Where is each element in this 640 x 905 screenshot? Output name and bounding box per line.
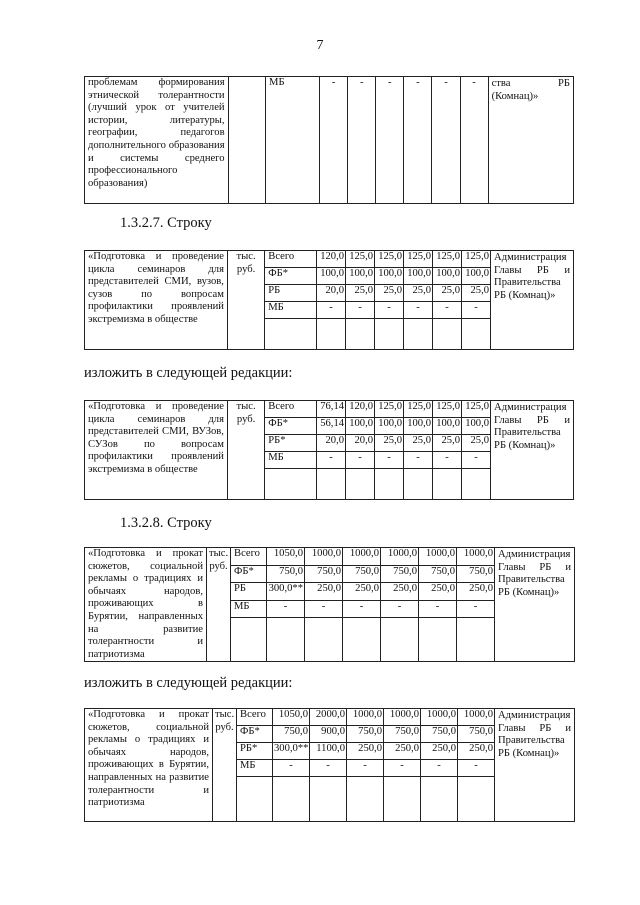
activity-description: «Подготовка и проведение цикла семинаров для представителей СМИ, ВУЗов, СУЗов по вопросам профилактики проявлений экстремизма в обществе — [85, 401, 228, 500]
value-cell: 100,0 — [462, 418, 491, 435]
responsible-cell: Администрация Главы РБ и Правительства РБ (Комнац)» — [491, 401, 574, 500]
funding-source-label: Всего — [265, 251, 317, 268]
value-cell: 100,0 — [375, 268, 404, 285]
value-cell: - — [404, 77, 432, 204]
value-cell: - — [348, 77, 376, 204]
value-cell: 1000,0 — [305, 548, 343, 566]
responsible-cell: ства РБ (Комнац)» — [488, 77, 573, 204]
empty-cell — [433, 469, 462, 500]
value-cell: 750,0 — [458, 726, 495, 743]
empty-cell — [346, 319, 375, 350]
value-cell: 120,0 — [346, 401, 375, 418]
empty-cell — [404, 469, 433, 500]
value-cell: 100,0 — [462, 268, 491, 285]
funding-source-label: ФБ* — [231, 565, 267, 583]
unit-cell: тыс. руб. — [227, 251, 264, 350]
value-cell: 25,0 — [375, 285, 404, 302]
value-cell: - — [460, 77, 488, 204]
empty-cell — [237, 777, 273, 822]
responsible-cell: Администрация Главы РБ и Правительства РБ (Комнац)» — [495, 548, 575, 662]
value-cell: 125,0 — [375, 401, 404, 418]
section-heading: изложить в следующей редакции: — [84, 675, 293, 691]
value-cell: - — [346, 302, 375, 319]
value-cell: - — [343, 600, 381, 618]
value-cell: 1050,0 — [267, 548, 305, 566]
funding-source-label: МБ — [237, 760, 273, 777]
value-cell: - — [419, 600, 457, 618]
funding-source-label: МБ — [231, 600, 267, 618]
empty-cell — [267, 618, 305, 662]
value-cell: 25,0 — [404, 285, 433, 302]
empty-cell — [419, 618, 457, 662]
value-cell: 250,0 — [419, 583, 457, 601]
page-number: 7 — [316, 38, 324, 53]
value-cell: - — [317, 302, 346, 319]
unit-cell: тыс. руб. — [213, 709, 237, 822]
activity-description: «Подготовка и проведение цикла семинаров для представителей СМИ, вузов, сузов по вопросам профилактики проявлений экстремизма в обществе — [85, 251, 228, 350]
funding-source-label: МБ — [266, 77, 320, 204]
empty-cell — [305, 618, 343, 662]
funding-source-label: Всего — [265, 401, 317, 418]
value-cell: - — [376, 77, 404, 204]
value-cell: - — [381, 600, 419, 618]
value-cell: - — [375, 452, 404, 469]
table-new-1-3-2-8 — [84, 708, 575, 822]
value-cell: 25,0 — [462, 285, 491, 302]
value-cell: 100,0 — [433, 268, 462, 285]
value-cell: 1000,0 — [421, 709, 458, 726]
empty-cell — [433, 319, 462, 350]
value-cell: 250,0 — [384, 743, 421, 760]
table-continuation — [84, 76, 574, 204]
value-cell: 1050,0 — [273, 709, 310, 726]
value-cell: 1100,0 — [310, 743, 347, 760]
value-cell: - — [457, 600, 495, 618]
value-cell: 76,14 — [317, 401, 346, 418]
value-cell: - — [267, 600, 305, 618]
value-cell: - — [462, 302, 491, 319]
value-cell: 25,0 — [462, 435, 491, 452]
empty-cell — [458, 777, 495, 822]
empty-cell — [310, 777, 347, 822]
empty-cell — [457, 618, 495, 662]
funding-source-label: РБ* — [265, 435, 317, 452]
empty-cell — [462, 469, 491, 500]
value-cell: 1000,0 — [384, 709, 421, 726]
value-cell: 750,0 — [384, 726, 421, 743]
funding-source-label: Всего — [231, 548, 267, 566]
value-cell: - — [404, 302, 433, 319]
value-cell: - — [346, 452, 375, 469]
table-old-1-3-2-7 — [84, 250, 574, 350]
value-cell: 25,0 — [375, 435, 404, 452]
value-cell: - — [458, 760, 495, 777]
value-cell: 120,0 — [317, 251, 346, 268]
value-cell: - — [433, 302, 462, 319]
value-cell: 750,0 — [457, 565, 495, 583]
value-cell: 250,0 — [347, 743, 384, 760]
value-cell: 125,0 — [346, 251, 375, 268]
value-cell: 250,0 — [305, 583, 343, 601]
value-cell: - — [433, 452, 462, 469]
value-cell: - — [310, 760, 347, 777]
value-cell: 750,0 — [347, 726, 384, 743]
empty-cell — [317, 469, 346, 500]
value-cell: 250,0 — [421, 743, 458, 760]
value-cell: 125,0 — [462, 251, 491, 268]
value-cell: 100,0 — [317, 268, 346, 285]
empty-cell — [381, 618, 419, 662]
value-cell: - — [384, 760, 421, 777]
value-cell: 25,0 — [433, 435, 462, 452]
value-cell: 250,0 — [343, 583, 381, 601]
empty-cell — [347, 777, 384, 822]
section-heading: изложить в следующей редакции: — [84, 365, 293, 381]
value-cell: - — [273, 760, 310, 777]
value-cell: 56,14 — [317, 418, 346, 435]
responsible-cell: Администрация Главы РБ и Правительства РБ (Комнац)» — [495, 709, 575, 822]
value-cell: 1000,0 — [347, 709, 384, 726]
value-cell: 20,0 — [317, 285, 346, 302]
value-cell: - — [305, 600, 343, 618]
funding-source-label: МБ — [265, 302, 317, 319]
value-cell: 750,0 — [343, 565, 381, 583]
value-cell: - — [375, 302, 404, 319]
activity-description: «Подготовка и прокат сюжетов, социальной рекламы о традициях и обычаях народов, проживающих в Бурятии, направленных на развитие толерантности и патриотизма — [85, 548, 207, 662]
value-cell: - — [317, 452, 346, 469]
value-cell: 25,0 — [346, 285, 375, 302]
value-cell: 750,0 — [267, 565, 305, 583]
value-cell: 25,0 — [433, 285, 462, 302]
value-cell: 250,0 — [457, 583, 495, 601]
table-old-1-3-2-8 — [84, 547, 575, 662]
value-cell: 100,0 — [375, 418, 404, 435]
value-cell: 300,0** — [267, 583, 305, 601]
empty-cell — [317, 319, 346, 350]
value-cell: 1000,0 — [457, 548, 495, 566]
empty-cell — [421, 777, 458, 822]
value-cell: 2000,0 — [310, 709, 347, 726]
unit-cell: тыс. руб. — [207, 548, 231, 662]
activity-description: проблемам формирования этнической толерантности (лучший урок от учителей истории, литературы, географии, педагогов дополнительного образования и системы среднего профессионального образования) — [85, 77, 229, 204]
value-cell: 750,0 — [421, 726, 458, 743]
section-heading: 1.3.2.8. Строку — [120, 515, 212, 531]
value-cell: 20,0 — [346, 435, 375, 452]
value-cell: 125,0 — [462, 401, 491, 418]
empty-cell — [404, 319, 433, 350]
unit-cell: тыс. руб. — [227, 401, 264, 500]
value-cell: 1000,0 — [419, 548, 457, 566]
value-cell: 100,0 — [433, 418, 462, 435]
value-cell: 125,0 — [433, 251, 462, 268]
value-cell: 100,0 — [346, 418, 375, 435]
funding-source-label: РБ* — [237, 743, 273, 760]
value-cell: 1000,0 — [458, 709, 495, 726]
empty-cell — [384, 777, 421, 822]
empty-cell — [343, 618, 381, 662]
empty-cell — [231, 618, 267, 662]
empty-cell — [346, 469, 375, 500]
funding-source-label: РБ — [231, 583, 267, 601]
activity-description: «Подготовка и прокат сюжетов, социальной рекламы о традициях и обычаях народов, проживающих в Бурятии, направленных на развитие толерантности и патриотизма — [85, 709, 213, 822]
value-cell: - — [347, 760, 384, 777]
empty-cell — [265, 319, 317, 350]
value-cell: 300,0** — [273, 743, 310, 760]
value-cell: 125,0 — [433, 401, 462, 418]
value-cell: 125,0 — [375, 251, 404, 268]
responsible-cell: Администрация Главы РБ и Правительства РБ (Комнац)» — [491, 251, 574, 350]
value-cell: 20,0 — [317, 435, 346, 452]
unit-cell — [228, 77, 265, 204]
value-cell: 100,0 — [346, 268, 375, 285]
empty-cell — [462, 319, 491, 350]
value-cell: 750,0 — [305, 565, 343, 583]
value-cell: - — [320, 77, 348, 204]
value-cell: 100,0 — [404, 268, 433, 285]
value-cell: 125,0 — [404, 401, 433, 418]
value-cell: 125,0 — [404, 251, 433, 268]
section-heading: 1.3.2.7. Строку — [120, 215, 212, 231]
value-cell: 900,0 — [310, 726, 347, 743]
table-new-1-3-2-7 — [84, 400, 574, 500]
empty-cell — [273, 777, 310, 822]
value-cell: 750,0 — [381, 565, 419, 583]
funding-source-label: ФБ* — [237, 726, 273, 743]
value-cell: 25,0 — [404, 435, 433, 452]
value-cell: - — [421, 760, 458, 777]
value-cell: 250,0 — [458, 743, 495, 760]
funding-source-label: РБ — [265, 285, 317, 302]
value-cell: 1000,0 — [381, 548, 419, 566]
empty-cell — [265, 469, 317, 500]
value-cell: - — [432, 77, 460, 204]
funding-source-label: МБ — [265, 452, 317, 469]
funding-source-label: ФБ* — [265, 418, 317, 435]
value-cell: 100,0 — [404, 418, 433, 435]
empty-cell — [375, 469, 404, 500]
value-cell: - — [462, 452, 491, 469]
value-cell: 750,0 — [273, 726, 310, 743]
value-cell: 750,0 — [419, 565, 457, 583]
empty-cell — [375, 319, 404, 350]
funding-source-label: Всего — [237, 709, 273, 726]
value-cell: 1000,0 — [343, 548, 381, 566]
funding-source-label: ФБ* — [265, 268, 317, 285]
value-cell: 250,0 — [381, 583, 419, 601]
value-cell: - — [404, 452, 433, 469]
